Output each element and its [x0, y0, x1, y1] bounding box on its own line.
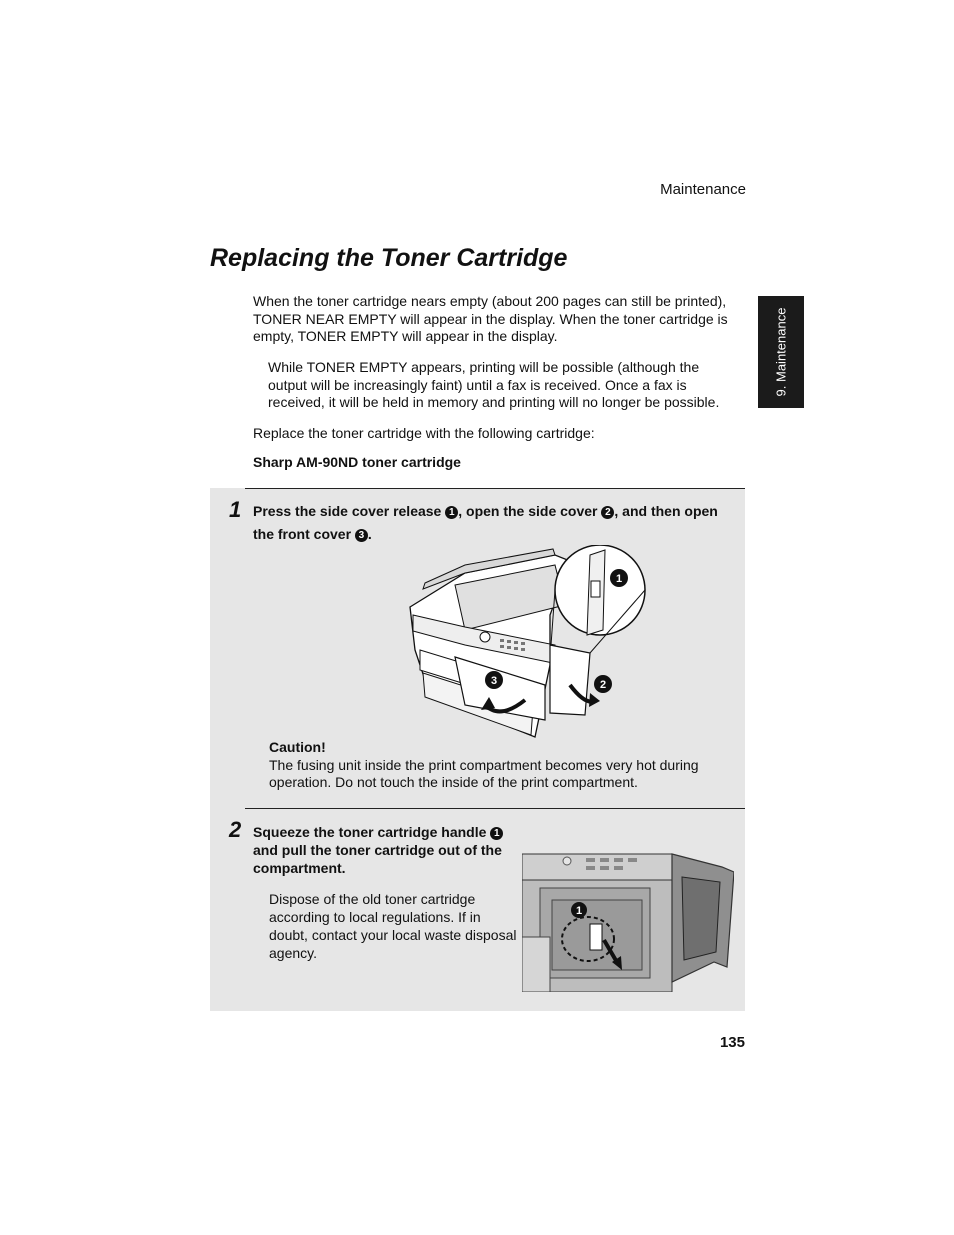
- callout-marker: 3: [355, 529, 368, 542]
- page-number: 135: [719, 1034, 745, 1051]
- caution-line: The fusing unit inside the print compartment becomes very hot during: [269, 756, 699, 773]
- illustration-callout-3: 3: [490, 675, 498, 687]
- section-tab-label: 9. Maintenance: [773, 307, 789, 397]
- toner-removal-illustration: [522, 852, 734, 992]
- intro-line: empty, TONER EMPTY will appear in the display.: [253, 328, 558, 344]
- illustration-callout-1: 1: [575, 905, 583, 917]
- caution-line: operation. Do not touch the inside of the print compartment.: [269, 774, 638, 790]
- step-1-number: 1: [229, 497, 242, 522]
- running-header: Maintenance: [660, 181, 746, 198]
- cartridge-name: Sharp AM-90ND toner cartridge: [253, 454, 461, 470]
- note-line: While TONER EMPTY appears, printing will be possible (although the: [268, 359, 700, 375]
- intro-paragraph: [253, 293, 743, 346]
- caution-title: Caution!: [269, 739, 326, 755]
- divider: [245, 488, 745, 489]
- step-2-number: 2: [229, 817, 242, 842]
- callout-marker: 2: [601, 506, 614, 519]
- callout-marker: 1: [490, 827, 503, 840]
- section-tab: [758, 296, 804, 408]
- illustration-callout-1: 1: [615, 573, 623, 585]
- caution-box: [269, 739, 739, 792]
- callout-marker: 1: [445, 506, 458, 519]
- intro-line: When the toner cartridge nears empty (about 200 pages can still be printed),: [253, 293, 727, 309]
- step-1-instruction: Press the side cover release 1 , open the side cover 2 , and then open the front cover 3 .: [253, 503, 718, 542]
- page-title: Replacing the Toner Cartridge: [210, 244, 568, 272]
- step-2-instruction: Squeeze the toner cartridge handle 1 and pull the toner cartridge out of the compartment.: [253, 824, 502, 876]
- note-line: output will be increasingly faint) until a fax is received. Once a fax is: [268, 376, 687, 393]
- disposal-note: Dispose of the old toner cartridge according to local regulations. If in doubt, contact your local waste disposal agency.: [269, 891, 517, 961]
- note-line: received, it will be held in memory and printing will no longer be possible.: [268, 394, 720, 410]
- replace-text: Replace the toner cartridge with the following cartridge:: [253, 425, 595, 441]
- illustration-callout-2: 2: [599, 679, 607, 691]
- note-paragraph: [268, 359, 738, 412]
- intro-line: TONER NEAR EMPTY will appear in the display. When the toner cartridge is: [253, 310, 728, 327]
- divider: [245, 808, 745, 809]
- printer-cover-illustration: [405, 545, 650, 745]
